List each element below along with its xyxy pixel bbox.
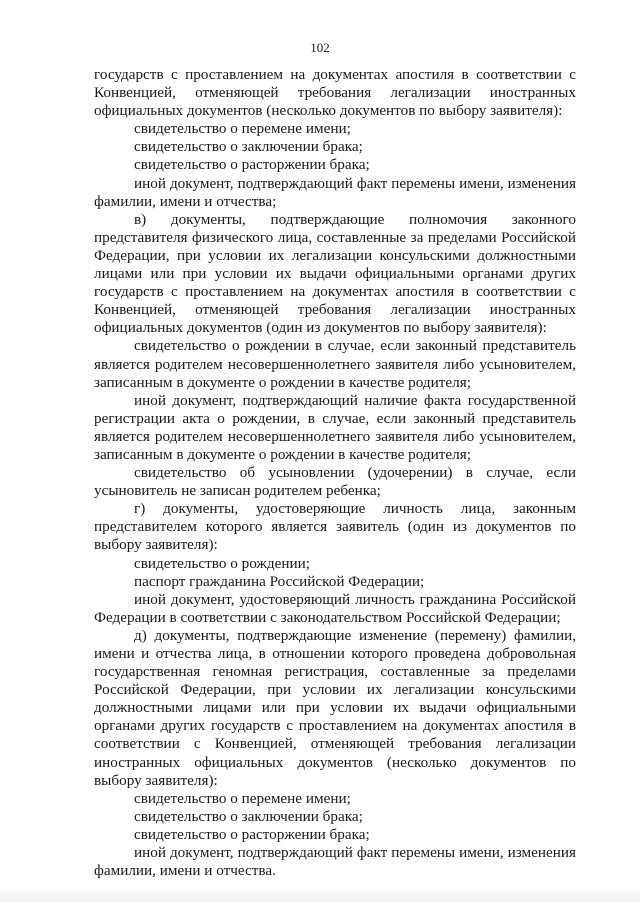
- paragraph: свидетельство о заключении брака;: [134, 807, 363, 825]
- page-bottom-edge: [0, 888, 640, 902]
- paragraph: свидетельство об усыновлении (удочерении) в случае, если усыновитель не записан родителем ребенка;: [94, 464, 576, 500]
- paragraph: свидетельство о рождении;: [134, 554, 310, 572]
- paragraph: государств с проставлением на документах апостиля в соответствии с Конвенцией, отменяющей требования легализации иностранных официальных документов (несколько документов по выбору заявителя):: [94, 66, 576, 120]
- paragraph: паспорт гражданина Российской Федерации;: [134, 572, 425, 590]
- paragraph: свидетельство о рождении в случае, если законный представитель является родителем несовершеннолетнего заявителя либо усыновителем, записанным в документе о рождении в качестве родителя;: [94, 337, 576, 391]
- paragraph: свидетельство о перемене имени;: [134, 120, 351, 138]
- paragraph: свидетельство о заключении брака;: [134, 138, 363, 156]
- paragraph: свидетельство о расторжении брака;: [134, 156, 370, 174]
- paragraph: иной документ, удостоверяющий личность гражданина Российской Федерации в соответствии с законодательством Российской Федерации;: [94, 590, 576, 626]
- paragraph: свидетельство о расторжении брака;: [134, 825, 370, 843]
- paragraph: иной документ, подтверждающий наличие факта государственной регистрации акта о рождении, в случае, если законный представитель является родителем несовершеннолетнего заявителя либо усыновителем, записанным в документе о рождении в качестве родителя;: [94, 391, 576, 463]
- document-body: [94, 66, 576, 880]
- paragraph: свидетельство о перемене имени;: [134, 789, 351, 807]
- paragraph: иной документ, подтверждающий факт перемены имени, изменения фамилии, имени и отчества;: [94, 174, 576, 210]
- paragraph: иной документ, подтверждающий факт перемены имени, изменения фамилии, имени и отчества.: [94, 844, 576, 880]
- paragraph: г) документы, удостоверяющие личность лица, законным представителем которого является заявитель (один из документов по выбору заявителя):: [94, 500, 576, 554]
- page-number: 102: [310, 40, 330, 55]
- paragraph: д) документы, подтверждающие изменение (перемену) фамилии, имени и отчества лица, в отношении которого проведена добровольная государственная геномная регистрация, составленные за пределами Российской Федерации, при условии их легализации консульскими должностными лицами или при условии их выдачи официальными органами других государств с проставлением на документах апостиля в соответствии с Конвенцией, отменяющей требования легализации иностранных официальных документов (несколько документов по выбору заявителя):: [94, 626, 576, 789]
- paragraph: в) документы, подтверждающие полномочия законного представителя физического лица, составленные за пределами Российской Федерации, при условии их легализации консульскими должностными лицами или при условии их выдачи официальными органами других государств с проставлением на документах апостиля в соответствии с Конвенцией, отменяющей требования легализации иностранных официальных документов (один из документов по выбору заявителя):: [94, 210, 576, 337]
